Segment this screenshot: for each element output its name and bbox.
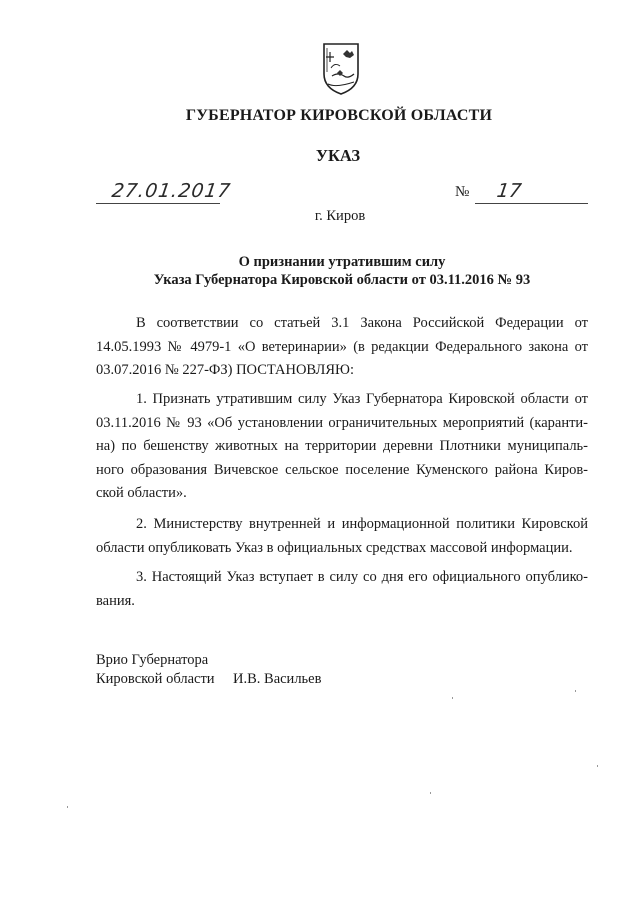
document-type: УКАЗ [315, 146, 361, 165]
number-underline [475, 203, 588, 204]
signatory-name: И.В. Васильев [233, 671, 322, 687]
scan-speck [575, 690, 576, 692]
document-subject [0, 253, 640, 289]
paragraph-item-2: 2. Министерству внутренней и информационной политики Кировской области опубликовать Указ в официальных средствах массовой информации. [96, 516, 588, 556]
subject-line-2: Указа Губернатора Кировской области от 03.11.2016 № 93 [153, 272, 531, 288]
scan-speck [597, 765, 598, 767]
paragraph-preamble: В соответствии со статьей 3.1 Закона Российской Федерации от 14.05.1993 № 4979-1 «О ветеринарии» (в редакции Федерального закона от 03.07.2016 № 227-ФЗ) ПОСТАНОВЛЯЮ: [96, 315, 588, 378]
document-number: 17 [495, 180, 523, 202]
coat-of-arms-emblem [318, 40, 364, 96]
issuing-authority: ГУБЕРНАТОР КИРОВСКОЙ ОБЛАСТИ [185, 107, 493, 124]
paragraph-item-3: 3. Настоящий Указ вступает в силу со дня его официального опублико-вания. [96, 569, 588, 609]
signatory-position-line-1: Врио Губернатора [96, 652, 209, 668]
scan-speck [67, 806, 68, 808]
subject-line-1: О признании утратившим силу [238, 254, 446, 270]
signatory-position-line-2: Кировской области [96, 671, 215, 687]
number-sign: № [455, 184, 470, 200]
scan-speck [430, 792, 431, 794]
date-underline [96, 203, 220, 204]
document-date: 27.01.2017 [110, 180, 233, 202]
paragraph-item-1: 1. Признать утратившим силу Указ Губернатора Кировской области от 03.11.2016 № 93 «Об установлении ограничительных мероприятий (каранти-на) по бешенству животных на территории деревни Плотники муниципаль-ного образования Вичевское сельское поселение Куменского района Киров-ской области». [96, 391, 588, 501]
city: г. Киров [314, 208, 366, 224]
scan-speck [452, 697, 453, 699]
